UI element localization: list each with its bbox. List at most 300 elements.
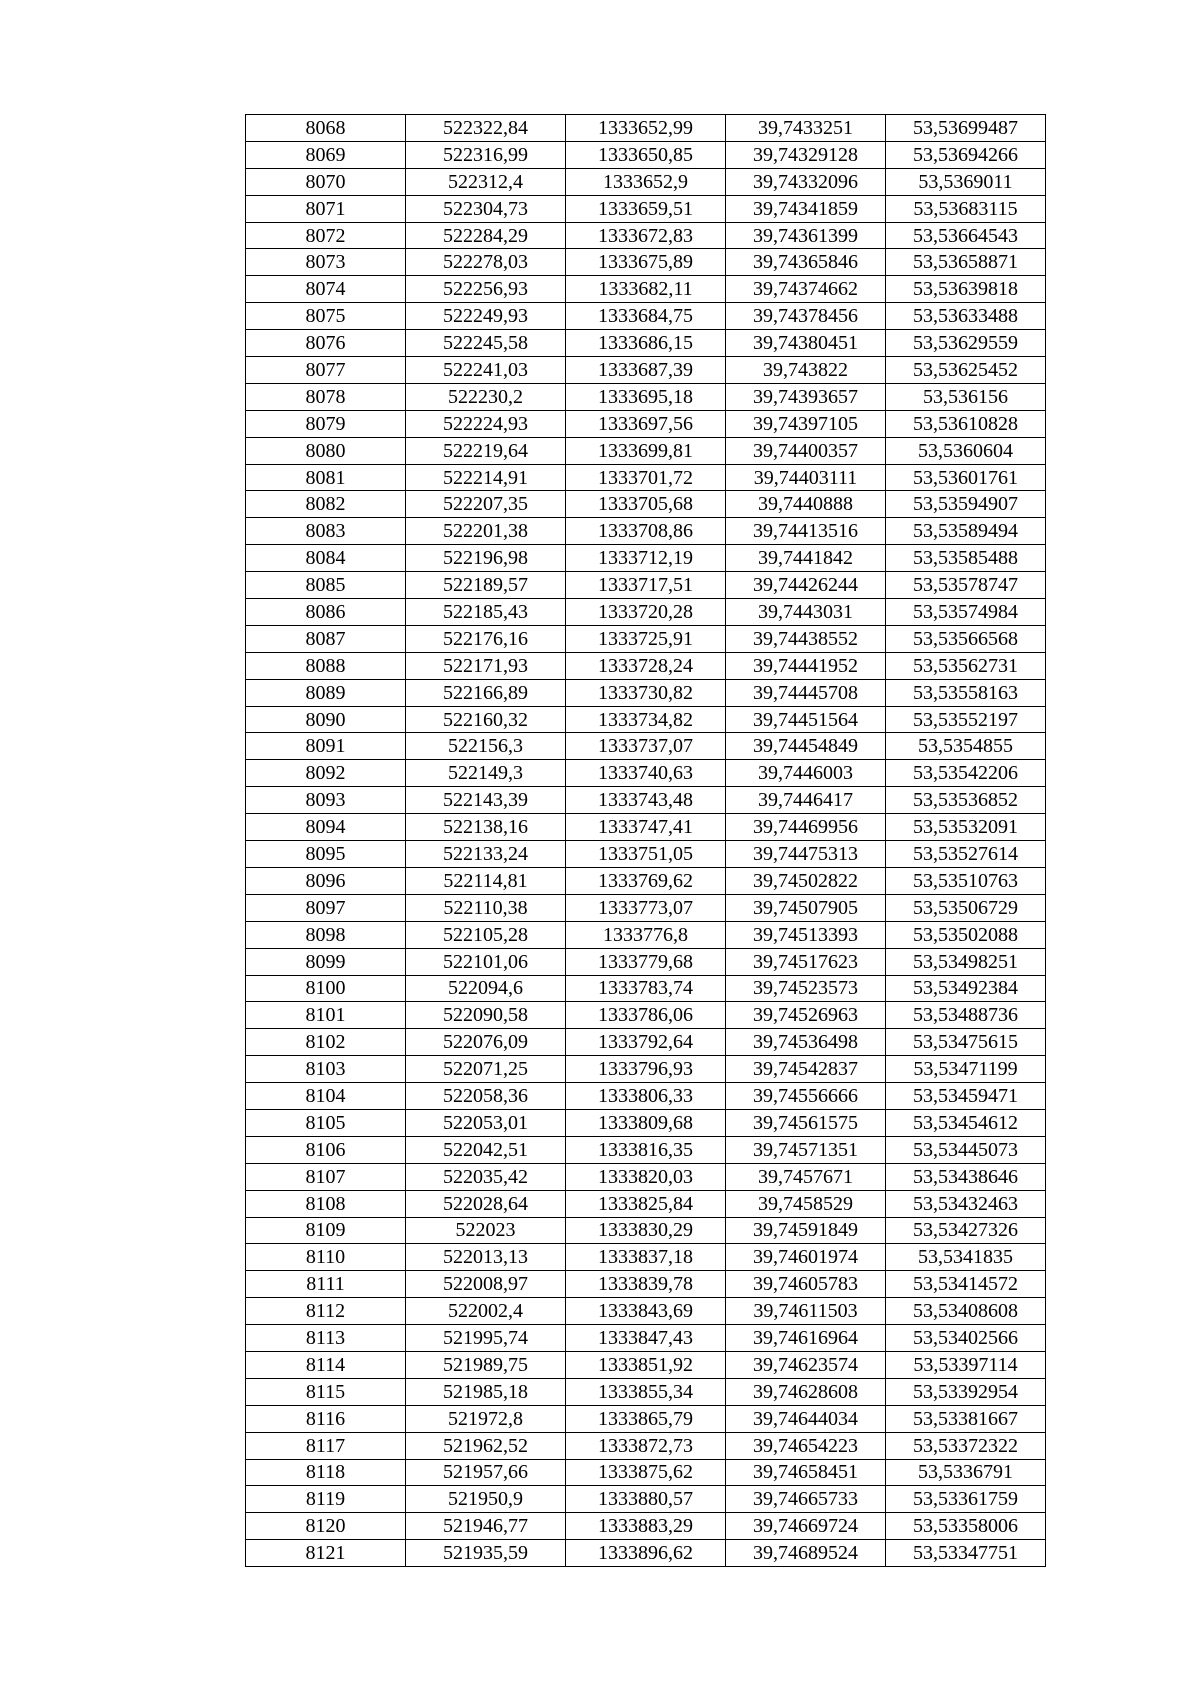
point-number-cell: 8075: [246, 303, 406, 330]
x-coordinate-cell: 522230,2: [406, 383, 566, 410]
longitude-cell: 39,74513393: [726, 921, 886, 948]
latitude-cell: 53,53471199: [886, 1056, 1046, 1083]
table-row: [246, 1217, 1046, 1244]
x-coordinate-cell: 521995,74: [406, 1325, 566, 1352]
point-number-cell: 8120: [246, 1513, 406, 1540]
table-row: [246, 141, 1046, 168]
point-number-cell: 8093: [246, 787, 406, 814]
y-coordinate-cell: 1333725,91: [566, 625, 726, 652]
longitude-cell: 39,7446003: [726, 760, 886, 787]
point-number-cell: 8096: [246, 867, 406, 894]
x-coordinate-cell: 521935,59: [406, 1540, 566, 1567]
latitude-cell: 53,53694266: [886, 141, 1046, 168]
y-coordinate-cell: 1333806,33: [566, 1083, 726, 1110]
x-coordinate-cell: 522201,38: [406, 518, 566, 545]
x-coordinate-cell: 522008,97: [406, 1271, 566, 1298]
latitude-cell: 53,53498251: [886, 948, 1046, 975]
longitude-cell: 39,74591849: [726, 1217, 886, 1244]
y-coordinate-cell: 1333851,92: [566, 1351, 726, 1378]
x-coordinate-cell: 522166,89: [406, 679, 566, 706]
latitude-cell: 53,53397114: [886, 1351, 1046, 1378]
coordinates-table: [245, 114, 1046, 1567]
table-row: [246, 303, 1046, 330]
y-coordinate-cell: 1333720,28: [566, 599, 726, 626]
longitude-cell: 39,74413516: [726, 518, 886, 545]
point-number-cell: 8117: [246, 1432, 406, 1459]
y-coordinate-cell: 1333839,78: [566, 1271, 726, 1298]
y-coordinate-cell: 1333783,74: [566, 975, 726, 1002]
latitude-cell: 53,53558163: [886, 679, 1046, 706]
longitude-cell: 39,74502822: [726, 867, 886, 894]
table-row: [246, 867, 1046, 894]
longitude-cell: 39,74658451: [726, 1459, 886, 1486]
point-number-cell: 8082: [246, 491, 406, 518]
table-row: [246, 437, 1046, 464]
table-row: [246, 841, 1046, 868]
table-row: [246, 1540, 1046, 1567]
latitude-cell: 53,53445073: [886, 1136, 1046, 1163]
longitude-cell: 39,74393657: [726, 383, 886, 410]
longitude-cell: 39,74542837: [726, 1056, 886, 1083]
longitude-cell: 39,74523573: [726, 975, 886, 1002]
point-number-cell: 8086: [246, 599, 406, 626]
point-number-cell: 8113: [246, 1325, 406, 1352]
x-coordinate-cell: 522042,51: [406, 1136, 566, 1163]
table-row: [246, 1271, 1046, 1298]
latitude-cell: 53,5341835: [886, 1244, 1046, 1271]
latitude-cell: 53,53488736: [886, 1002, 1046, 1029]
y-coordinate-cell: 1333792,64: [566, 1029, 726, 1056]
latitude-cell: 53,53454612: [886, 1109, 1046, 1136]
latitude-cell: 53,53589494: [886, 518, 1046, 545]
y-coordinate-cell: 1333708,86: [566, 518, 726, 545]
point-number-cell: 8073: [246, 249, 406, 276]
longitude-cell: 39,74689524: [726, 1540, 886, 1567]
latitude-cell: 53,53527614: [886, 841, 1046, 868]
longitude-cell: 39,74669724: [726, 1513, 886, 1540]
point-number-cell: 8087: [246, 625, 406, 652]
x-coordinate-cell: 522138,16: [406, 814, 566, 841]
x-coordinate-cell: 522110,38: [406, 894, 566, 921]
x-coordinate-cell: 522278,03: [406, 249, 566, 276]
y-coordinate-cell: 1333796,93: [566, 1056, 726, 1083]
table-row: [246, 1405, 1046, 1432]
table-row: [246, 572, 1046, 599]
longitude-cell: 39,74601974: [726, 1244, 886, 1271]
latitude-cell: 53,5336791: [886, 1459, 1046, 1486]
point-number-cell: 8070: [246, 168, 406, 195]
table-row: [246, 1056, 1046, 1083]
latitude-cell: 53,53578747: [886, 572, 1046, 599]
point-number-cell: 8098: [246, 921, 406, 948]
longitude-cell: 39,74571351: [726, 1136, 886, 1163]
x-coordinate-cell: 521962,52: [406, 1432, 566, 1459]
y-coordinate-cell: 1333896,62: [566, 1540, 726, 1567]
y-coordinate-cell: 1333847,43: [566, 1325, 726, 1352]
longitude-cell: 39,74665733: [726, 1486, 886, 1513]
y-coordinate-cell: 1333675,89: [566, 249, 726, 276]
longitude-cell: 39,74517623: [726, 948, 886, 975]
latitude-cell: 53,53566568: [886, 625, 1046, 652]
y-coordinate-cell: 1333825,84: [566, 1190, 726, 1217]
x-coordinate-cell: 522058,36: [406, 1083, 566, 1110]
longitude-cell: 39,74654223: [726, 1432, 886, 1459]
table-row: [246, 652, 1046, 679]
latitude-cell: 53,53502088: [886, 921, 1046, 948]
table-row: [246, 1244, 1046, 1271]
table-row: [246, 1109, 1046, 1136]
latitude-cell: 53,53536852: [886, 787, 1046, 814]
table-row: [246, 733, 1046, 760]
x-coordinate-cell: 522013,13: [406, 1244, 566, 1271]
longitude-cell: 39,74628608: [726, 1378, 886, 1405]
longitude-cell: 39,74475313: [726, 841, 886, 868]
table-row: [246, 894, 1046, 921]
longitude-cell: 39,74526963: [726, 1002, 886, 1029]
y-coordinate-cell: 1333697,56: [566, 410, 726, 437]
point-number-cell: 8099: [246, 948, 406, 975]
x-coordinate-cell: 522114,81: [406, 867, 566, 894]
table-row: [246, 1378, 1046, 1405]
longitude-cell: 39,74611503: [726, 1298, 886, 1325]
latitude-cell: 53,53633488: [886, 303, 1046, 330]
table-row: [246, 491, 1046, 518]
longitude-cell: 39,74469956: [726, 814, 886, 841]
y-coordinate-cell: 1333684,75: [566, 303, 726, 330]
latitude-cell: 53,53408608: [886, 1298, 1046, 1325]
table-row: [246, 249, 1046, 276]
longitude-cell: 39,74536498: [726, 1029, 886, 1056]
x-coordinate-cell: 522245,58: [406, 330, 566, 357]
point-number-cell: 8074: [246, 276, 406, 303]
table-row: [246, 975, 1046, 1002]
table-row: [246, 1459, 1046, 1486]
table-row: [246, 706, 1046, 733]
table-row: [246, 1190, 1046, 1217]
point-number-cell: 8068: [246, 115, 406, 142]
latitude-cell: 53,53402566: [886, 1325, 1046, 1352]
x-coordinate-cell: 522284,29: [406, 222, 566, 249]
table-row: [246, 1029, 1046, 1056]
longitude-cell: 39,74445708: [726, 679, 886, 706]
table-row: [246, 1298, 1046, 1325]
point-number-cell: 8078: [246, 383, 406, 410]
longitude-cell: 39,74403111: [726, 464, 886, 491]
y-coordinate-cell: 1333695,18: [566, 383, 726, 410]
point-number-cell: 8084: [246, 545, 406, 572]
latitude-cell: 53,53427326: [886, 1217, 1046, 1244]
latitude-cell: 53,53574984: [886, 599, 1046, 626]
x-coordinate-cell: 522076,09: [406, 1029, 566, 1056]
y-coordinate-cell: 1333843,69: [566, 1298, 726, 1325]
longitude-cell: 39,74623574: [726, 1351, 886, 1378]
latitude-cell: 53,53475615: [886, 1029, 1046, 1056]
latitude-cell: 53,53414572: [886, 1271, 1046, 1298]
y-coordinate-cell: 1333712,19: [566, 545, 726, 572]
y-coordinate-cell: 1333820,03: [566, 1163, 726, 1190]
y-coordinate-cell: 1333717,51: [566, 572, 726, 599]
latitude-cell: 53,53542206: [886, 760, 1046, 787]
latitude-cell: 53,53492384: [886, 975, 1046, 1002]
longitude-cell: 39,743822: [726, 357, 886, 384]
table-row: [246, 1432, 1046, 1459]
table-row: [246, 760, 1046, 787]
table-row: [246, 276, 1046, 303]
x-coordinate-cell: 522189,57: [406, 572, 566, 599]
table-row: [246, 625, 1046, 652]
point-number-cell: 8079: [246, 410, 406, 437]
latitude-cell: 53,53438646: [886, 1163, 1046, 1190]
table-row: [246, 330, 1046, 357]
latitude-cell: 53,53594907: [886, 491, 1046, 518]
latitude-cell: 53,53392954: [886, 1378, 1046, 1405]
table-row: [246, 1325, 1046, 1352]
point-number-cell: 8106: [246, 1136, 406, 1163]
x-coordinate-cell: 522322,84: [406, 115, 566, 142]
y-coordinate-cell: 1333740,63: [566, 760, 726, 787]
point-number-cell: 8112: [246, 1298, 406, 1325]
y-coordinate-cell: 1333652,99: [566, 115, 726, 142]
point-number-cell: 8102: [246, 1029, 406, 1056]
y-coordinate-cell: 1333816,35: [566, 1136, 726, 1163]
point-number-cell: 8104: [246, 1083, 406, 1110]
longitude-cell: 39,74365846: [726, 249, 886, 276]
longitude-cell: 39,7446417: [726, 787, 886, 814]
point-number-cell: 8110: [246, 1244, 406, 1271]
table-row: [246, 921, 1046, 948]
y-coordinate-cell: 1333880,57: [566, 1486, 726, 1513]
table-row: [246, 383, 1046, 410]
x-coordinate-cell: 522219,64: [406, 437, 566, 464]
y-coordinate-cell: 1333682,11: [566, 276, 726, 303]
y-coordinate-cell: 1333837,18: [566, 1244, 726, 1271]
table-row: [246, 1002, 1046, 1029]
point-number-cell: 8090: [246, 706, 406, 733]
y-coordinate-cell: 1333855,34: [566, 1378, 726, 1405]
table-row: [246, 1513, 1046, 1540]
table-row: [246, 545, 1046, 572]
x-coordinate-cell: 522035,42: [406, 1163, 566, 1190]
x-coordinate-cell: 522094,6: [406, 975, 566, 1002]
point-number-cell: 8088: [246, 652, 406, 679]
longitude-cell: 39,7433251: [726, 115, 886, 142]
latitude-cell: 53,53510763: [886, 867, 1046, 894]
x-coordinate-cell: 521950,9: [406, 1486, 566, 1513]
point-number-cell: 8097: [246, 894, 406, 921]
latitude-cell: 53,53372322: [886, 1432, 1046, 1459]
x-coordinate-cell: 522312,4: [406, 168, 566, 195]
latitude-cell: 53,53585488: [886, 545, 1046, 572]
longitude-cell: 39,74397105: [726, 410, 886, 437]
latitude-cell: 53,5369011: [886, 168, 1046, 195]
x-coordinate-cell: 522090,58: [406, 1002, 566, 1029]
y-coordinate-cell: 1333705,68: [566, 491, 726, 518]
latitude-cell: 53,5360604: [886, 437, 1046, 464]
latitude-cell: 53,53552197: [886, 706, 1046, 733]
table-row: [246, 1351, 1046, 1378]
latitude-cell: 53,5354855: [886, 733, 1046, 760]
y-coordinate-cell: 1333734,82: [566, 706, 726, 733]
x-coordinate-cell: 522241,03: [406, 357, 566, 384]
y-coordinate-cell: 1333872,73: [566, 1432, 726, 1459]
point-number-cell: 8095: [246, 841, 406, 868]
table-row: [246, 195, 1046, 222]
x-coordinate-cell: 522002,4: [406, 1298, 566, 1325]
longitude-cell: 39,74441952: [726, 652, 886, 679]
y-coordinate-cell: 1333728,24: [566, 652, 726, 679]
longitude-cell: 39,74400357: [726, 437, 886, 464]
y-coordinate-cell: 1333737,07: [566, 733, 726, 760]
longitude-cell: 39,74616964: [726, 1325, 886, 1352]
latitude-cell: 53,53629559: [886, 330, 1046, 357]
x-coordinate-cell: 521946,77: [406, 1513, 566, 1540]
longitude-cell: 39,7457671: [726, 1163, 886, 1190]
latitude-cell: 53,53664543: [886, 222, 1046, 249]
longitude-cell: 39,74378456: [726, 303, 886, 330]
latitude-cell: 53,53432463: [886, 1190, 1046, 1217]
x-coordinate-cell: 522028,64: [406, 1190, 566, 1217]
x-coordinate-cell: 522185,43: [406, 599, 566, 626]
point-number-cell: 8077: [246, 357, 406, 384]
x-coordinate-cell: 522207,35: [406, 491, 566, 518]
y-coordinate-cell: 1333699,81: [566, 437, 726, 464]
latitude-cell: 53,53347751: [886, 1540, 1046, 1567]
latitude-cell: 53,53639818: [886, 276, 1046, 303]
point-number-cell: 8092: [246, 760, 406, 787]
latitude-cell: 53,53506729: [886, 894, 1046, 921]
table-row: [246, 410, 1046, 437]
table-row: [246, 464, 1046, 491]
x-coordinate-cell: 522249,93: [406, 303, 566, 330]
table-row: [246, 1136, 1046, 1163]
longitude-cell: 39,74605783: [726, 1271, 886, 1298]
x-coordinate-cell: 521972,8: [406, 1405, 566, 1432]
latitude-cell: 53,53610828: [886, 410, 1046, 437]
point-number-cell: 8105: [246, 1109, 406, 1136]
point-number-cell: 8111: [246, 1271, 406, 1298]
point-number-cell: 8083: [246, 518, 406, 545]
longitude-cell: 39,74361399: [726, 222, 886, 249]
latitude-cell: 53,536156: [886, 383, 1046, 410]
latitude-cell: 53,53658871: [886, 249, 1046, 276]
table-row: [246, 357, 1046, 384]
latitude-cell: 53,53532091: [886, 814, 1046, 841]
point-number-cell: 8121: [246, 1540, 406, 1567]
longitude-cell: 39,74438552: [726, 625, 886, 652]
longitude-cell: 39,74561575: [726, 1109, 886, 1136]
point-number-cell: 8076: [246, 330, 406, 357]
latitude-cell: 53,53562731: [886, 652, 1046, 679]
point-number-cell: 8080: [246, 437, 406, 464]
point-number-cell: 8118: [246, 1459, 406, 1486]
latitude-cell: 53,53361759: [886, 1486, 1046, 1513]
y-coordinate-cell: 1333809,68: [566, 1109, 726, 1136]
longitude-cell: 39,74644034: [726, 1405, 886, 1432]
point-number-cell: 8108: [246, 1190, 406, 1217]
latitude-cell: 53,53601761: [886, 464, 1046, 491]
point-number-cell: 8115: [246, 1378, 406, 1405]
y-coordinate-cell: 1333672,83: [566, 222, 726, 249]
y-coordinate-cell: 1333883,29: [566, 1513, 726, 1540]
y-coordinate-cell: 1333701,72: [566, 464, 726, 491]
y-coordinate-cell: 1333686,15: [566, 330, 726, 357]
x-coordinate-cell: 521989,75: [406, 1351, 566, 1378]
x-coordinate-cell: 522214,91: [406, 464, 566, 491]
x-coordinate-cell: 522023: [406, 1217, 566, 1244]
y-coordinate-cell: 1333730,82: [566, 679, 726, 706]
latitude-cell: 53,53625452: [886, 357, 1046, 384]
table-row: [246, 222, 1046, 249]
point-number-cell: 8119: [246, 1486, 406, 1513]
x-coordinate-cell: 522304,73: [406, 195, 566, 222]
y-coordinate-cell: 1333687,39: [566, 357, 726, 384]
point-number-cell: 8094: [246, 814, 406, 841]
point-number-cell: 8116: [246, 1405, 406, 1432]
x-coordinate-cell: 522053,01: [406, 1109, 566, 1136]
x-coordinate-cell: 522256,93: [406, 276, 566, 303]
point-number-cell: 8091: [246, 733, 406, 760]
y-coordinate-cell: 1333875,62: [566, 1459, 726, 1486]
table-row: [246, 518, 1046, 545]
x-coordinate-cell: 521985,18: [406, 1378, 566, 1405]
point-number-cell: 8085: [246, 572, 406, 599]
x-coordinate-cell: 522196,98: [406, 545, 566, 572]
y-coordinate-cell: 1333743,48: [566, 787, 726, 814]
point-number-cell: 8071: [246, 195, 406, 222]
y-coordinate-cell: 1333659,51: [566, 195, 726, 222]
longitude-cell: 39,7443031: [726, 599, 886, 626]
x-coordinate-cell: 522176,16: [406, 625, 566, 652]
y-coordinate-cell: 1333769,62: [566, 867, 726, 894]
latitude-cell: 53,53459471: [886, 1083, 1046, 1110]
y-coordinate-cell: 1333779,68: [566, 948, 726, 975]
y-coordinate-cell: 1333865,79: [566, 1405, 726, 1432]
longitude-cell: 39,74451564: [726, 706, 886, 733]
longitude-cell: 39,74341859: [726, 195, 886, 222]
table-row: [246, 948, 1046, 975]
x-coordinate-cell: 522133,24: [406, 841, 566, 868]
x-coordinate-cell: 522071,25: [406, 1056, 566, 1083]
longitude-cell: 39,74426244: [726, 572, 886, 599]
x-coordinate-cell: 522105,28: [406, 921, 566, 948]
x-coordinate-cell: 522156,3: [406, 733, 566, 760]
x-coordinate-cell: 522160,32: [406, 706, 566, 733]
y-coordinate-cell: 1333786,06: [566, 1002, 726, 1029]
y-coordinate-cell: 1333830,29: [566, 1217, 726, 1244]
x-coordinate-cell: 522149,3: [406, 760, 566, 787]
point-number-cell: 8109: [246, 1217, 406, 1244]
point-number-cell: 8081: [246, 464, 406, 491]
point-number-cell: 8114: [246, 1351, 406, 1378]
longitude-cell: 39,7441842: [726, 545, 886, 572]
x-coordinate-cell: 522316,99: [406, 141, 566, 168]
longitude-cell: 39,74374662: [726, 276, 886, 303]
longitude-cell: 39,74454849: [726, 733, 886, 760]
table-row: [246, 599, 1046, 626]
table-row: [246, 814, 1046, 841]
table-row: [246, 787, 1046, 814]
point-number-cell: 8107: [246, 1163, 406, 1190]
longitude-cell: 39,7458529: [726, 1190, 886, 1217]
x-coordinate-cell: 521957,66: [406, 1459, 566, 1486]
latitude-cell: 53,53699487: [886, 115, 1046, 142]
latitude-cell: 53,53358006: [886, 1513, 1046, 1540]
point-number-cell: 8089: [246, 679, 406, 706]
x-coordinate-cell: 522224,93: [406, 410, 566, 437]
longitude-cell: 39,74507905: [726, 894, 886, 921]
latitude-cell: 53,53381667: [886, 1405, 1046, 1432]
y-coordinate-cell: 1333776,8: [566, 921, 726, 948]
